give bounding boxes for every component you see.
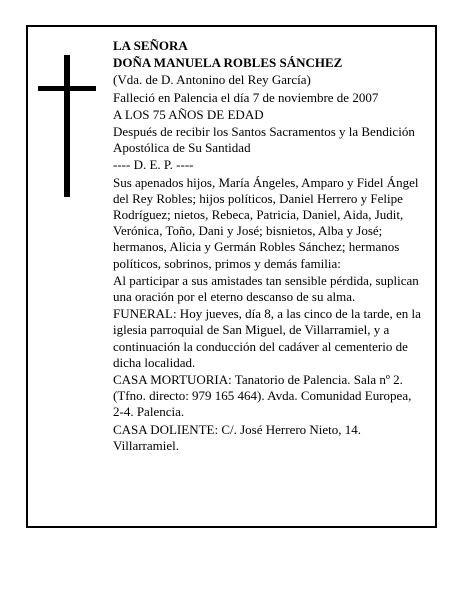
- notice-title: LA SEÑORA: [113, 38, 188, 53]
- deceased-name: DOÑA MANUELA ROBLES SÁNCHEZ: [113, 55, 343, 71]
- funeral-paragraph: FUNERAL: Hoy jueves, día 8, a las cinco de la tarde, en la iglesia parroquial de San Miguel, de Villarramiel, y a continuación la conducción del cadáver al cementerio de dicha localidad.: [113, 306, 421, 370]
- age-line: A LOS 75 AÑOS DE EDAD: [113, 106, 264, 122]
- sacraments-paragraph: Después de recibir los Santos Sacramentos y la Bendición Apostólica de Su Santidad: [113, 124, 415, 156]
- cross-icon: [38, 55, 96, 197]
- widow-of-line: (Vda. de D. Antonino del Rey García): [113, 72, 311, 88]
- mourning-house-paragraph: CASA DOLIENTE: C/. José Herrero Nieto, 14. Villarramiel.: [113, 421, 362, 453]
- cross-vertical-bar: [64, 55, 70, 197]
- family-paragraph: Sus apenados hijos, María Ángeles, Amparo y Fidel Ángel del Rey Robles; hijos políticos, Daniel Herrero y Felipe Rodríguez; nietos, Rebeca, Patricia, Daniel, Aida, Judit, Verónica, Toño, Dani y José; bisnietos, Alba y José; hermanos, Alicia y Germán Robles Sánchez; hermanos políticos, sobrinos, primos y demás familia:: [113, 174, 419, 271]
- cross-horizontal-bar: [38, 86, 96, 91]
- obituary-text: [113, 38, 423, 455]
- request-paragraph: Al participar a sus amistades tan sensible pérdida, suplican una oración por el eterno descanso de su alma.: [113, 272, 419, 305]
- rip-line: ---- D. E. P. ----: [113, 157, 194, 173]
- mortuary-paragraph: CASA MORTUORIA: Tanatorio de Palencia. Sala nº 2. (Tfno. directo: 979 165 464). Avda. Comunidad Europea, 2-4. Palencia.: [113, 372, 412, 420]
- death-line: Falleció en Palencia el día 7 de noviembre de 2007: [113, 89, 379, 105]
